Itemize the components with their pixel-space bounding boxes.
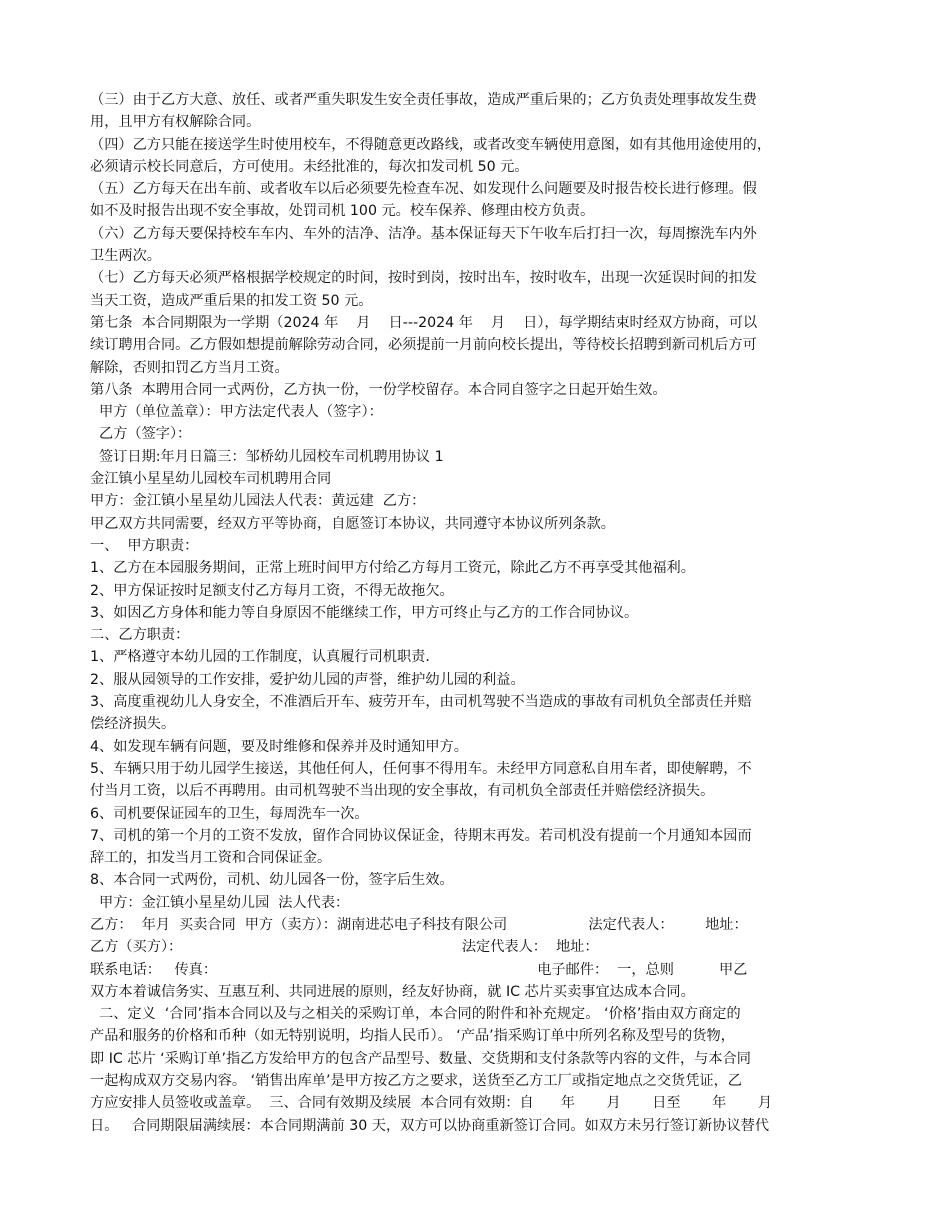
text-line: 甲乙双方共同需要，经双方平等协商，自愿签订本协议，共同遵守本协议所列条款。 xyxy=(90,515,615,532)
text-line: 2、甲方保证按时足额支付乙方每月工资，不得无故拖欠。 xyxy=(90,582,454,599)
text-line: 乙方（签字）： xyxy=(90,426,192,443)
text-line: 6、司机要保证园车的卫生，每周洗车一次。 xyxy=(90,805,369,822)
text-line: 付当月工资，以后不再聘用。由司机驾驶不当出现的安全事故，有司机负全部责任并赔偿经济损失。 xyxy=(90,783,715,800)
text-line: 日。 合同期限届满续展：本合同期满前 30 天，双方可以协商重新签订合同。如双方未另行签订新协议替代 xyxy=(90,1117,770,1134)
document-body xyxy=(90,89,862,1137)
text-line: 产品和服务的价格和币种（如无特别说明，均指人民币）。 ‘产品’指采购订单中所列名称及型号的货物， xyxy=(90,1028,735,1045)
text-line: 卫生两次。 xyxy=(90,248,161,265)
text-line: 4、如发现车辆有问题，要及时维修和保养并及时通知甲方。 xyxy=(90,738,468,755)
text-line: 用，且甲方有权解除合同。 xyxy=(90,114,261,131)
text-line: 即 IC 芯片 ‘采购订单’指乙方发给甲方的包含产品型号、数量、交货期和支付条款等内容的文件，与本合同 xyxy=(90,1050,751,1067)
text-line: （三）由于乙方大意、放任、或者严重失职发生安全责任事故，造成严重后果的；乙方负责处理事故发生费 xyxy=(90,92,757,108)
text-line: 双方本着诚信务实、互惠互利、共同进展的原则，经友好协商，就 IC 芯片买卖事宜达成本合同。 xyxy=(90,983,695,1000)
text-line: 5、车辆只用于幼儿园学生接送，其他任何人，任何事不得用车。未经甲方同意私自用车者，即使解聘，不 xyxy=(90,760,752,777)
text-line: 如不及时报告出现不安全事故，处罚司机 100 元。校车保养、修理由校方负责。 xyxy=(90,203,595,220)
text-line: 3、高度重视幼儿人身安全，不准酒后开车、疲劳开车，由司机驾驶不当造成的事故有司机负全部责任并赔 xyxy=(90,694,752,711)
text-line: 偿经济损失。 xyxy=(90,716,176,733)
text-line: 第七条 本合同期限为一学期（2024 年 月 日---2024 年 月 日），每学期结束时经双方协商，可以 xyxy=(90,314,758,331)
text-line: 签订日期:年月日篇三：邹桥幼儿园校车司机聘用协议 1 xyxy=(90,448,444,465)
text-line: 甲方：金江镇小星星幼儿园法人代表：黄远建 乙方： xyxy=(90,493,426,510)
text-line: 7、司机的第一个月的工资不发放，留作合同协议保证金，待期末再发。若司机没有提前一个月通知本园而 xyxy=(90,827,752,844)
text-line: 3、如因乙方身体和能力等自身原因不能继续工作，甲方可终止与乙方的工作合同协议。 xyxy=(90,604,639,621)
text-line: 甲方（单位盖章）：甲方法定代表人（签字）： xyxy=(90,404,383,421)
text-line: 二、乙方职责： xyxy=(90,627,190,644)
text-line: 第八条 本聘用合同一式两份，乙方执一份，一份学校留存。本合同自签字之日起开始生效。 xyxy=(90,381,667,398)
text-line: 当天工资，造成严重后果的扣发工资 50 元。 xyxy=(90,292,373,309)
text-line: 辞工的，扣发当月工资和合同保证金。 xyxy=(90,850,332,867)
text-line: 方应安排人员签收或盖章。 三、合同有效期及续展 本合同有效期：自 年 月 日至 年 月 xyxy=(90,1095,773,1112)
text-line: 必须请示校长同意后，方可使用。未经批准的，每次扣发司机 50 元。 xyxy=(90,158,529,175)
text-line: 续订聘用合同。乙方假如想提前解除劳动合同，必须提前一月前向校长提出，等待校长招聘到新司机后方可 xyxy=(90,337,757,354)
text-line: 乙方： 年月 买卖合同 甲方（卖方）：湖南进芯电子科技有限公司 法定代表人： 地址： xyxy=(90,916,748,933)
text-line: （七）乙方每天必须严格根据学校规定的时间，按时到岗，按时出车，按时收车，出现一次延误时间的扣发 xyxy=(90,270,757,287)
text-line: 1、乙方在本园服务期间，正常上班时间甲方付给乙方每月工资元，除此乙方不再享受其他福利。 xyxy=(90,560,695,577)
text-line: 联系电话： 传真： 电子邮件： 一，总则 甲乙 xyxy=(90,961,748,978)
text-line: 甲方：金江镇小星星幼儿园 法人代表： xyxy=(90,894,350,911)
text-line: 2、服从园领导的工作安排，爱护幼儿园的声誉，维护幼儿园的利益。 xyxy=(90,671,525,688)
text-line: 解除，否则扣罚乙方当月工资。 xyxy=(90,359,289,376)
text-line: 1、严格遵守本幼儿园的工作制度，认真履行司机职责． xyxy=(90,649,440,666)
text-line: （四）乙方只能在接送学生时使用校车，不得随意更改路线，或者改变车辆使用意图，如有其他用途使用的， xyxy=(90,136,772,153)
text-line: 乙方（买方）： 法定代表人： 地址： xyxy=(90,939,599,956)
text-line: （五）乙方每天在出车前、或者收车以后必须要先检查车况、如发现什么问题要及时报告校长进行修理。假 xyxy=(90,181,757,198)
text-line: 一、 甲方职责： xyxy=(90,537,199,554)
text-line: 8、本合同一式两份，司机、幼儿园各一份，签字后生效。 xyxy=(90,872,454,889)
text-line: （六）乙方每天要保持校车车内、车外的洁净、洁净。基本保证每天下午收车后打扫一次，每周擦洗车内外 xyxy=(90,225,757,242)
text-line: 金江镇小星星幼儿园校车司机聘用合同 xyxy=(90,471,332,488)
text-line: 一起构成双方交易内容。 ‘销售出库单’是甲方按乙方之要求，送货至乙方工厂或指定地点之交货凭证，乙 xyxy=(90,1073,742,1090)
text-line: 二、定义 ‘合同’指本合同以及与之相关的采购订单，本合同的附件和补充规定。 ‘价格’指由双方商定的 xyxy=(90,1006,741,1023)
